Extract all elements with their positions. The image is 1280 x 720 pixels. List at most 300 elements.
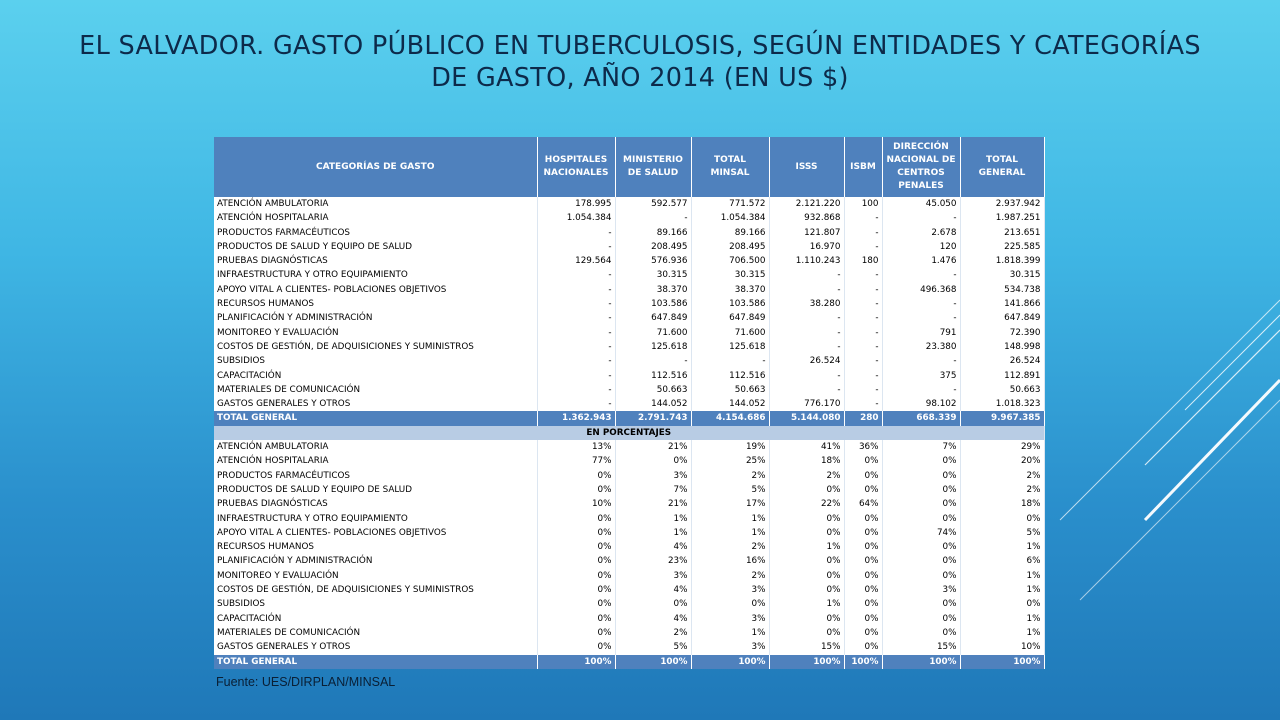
- value-cell: 100%: [615, 655, 691, 669]
- category-cell: RECURSOS HUMANOS: [214, 540, 537, 554]
- table-row: [214, 340, 1044, 354]
- value-cell: 0%: [537, 597, 615, 611]
- value-cell: 112.891: [960, 369, 1044, 383]
- value-cell: 280: [844, 411, 882, 425]
- value-cell: 0%: [844, 454, 882, 468]
- value-cell: 19%: [691, 440, 769, 454]
- category-cell: MATERIALES DE COMUNICACIÓN: [214, 626, 537, 640]
- value-cell: 112.516: [615, 369, 691, 383]
- value-cell: 0%: [882, 569, 960, 583]
- header-cell: ISBM: [844, 137, 882, 197]
- value-cell: 0%: [769, 526, 844, 540]
- value-cell: -: [882, 211, 960, 225]
- category-cell: INFRAESTRUCTURA Y OTRO EQUIPAMIENTO: [214, 268, 537, 282]
- value-cell: 1%: [960, 612, 1044, 626]
- category-cell: GASTOS GENERALES Y OTROS: [214, 397, 537, 411]
- header-cell: CATEGORÍAS DE GASTO: [214, 137, 537, 197]
- percent-row: [214, 554, 1044, 568]
- value-cell: 1%: [769, 597, 844, 611]
- value-cell: 144.052: [691, 397, 769, 411]
- value-cell: 141.866: [960, 297, 1044, 311]
- value-cell: 1%: [960, 626, 1044, 640]
- value-cell: 0%: [844, 554, 882, 568]
- value-cell: -: [844, 326, 882, 340]
- category-cell: CAPACITACIÓN: [214, 612, 537, 626]
- value-cell: 2.678: [882, 226, 960, 240]
- value-cell: -: [537, 268, 615, 282]
- header-cell: TOTAL MINSAL: [691, 137, 769, 197]
- source-note: Fuente: UES/DIRPLAN/MINSAL: [216, 675, 396, 689]
- value-cell: 18%: [960, 497, 1044, 511]
- value-cell: 0%: [960, 597, 1044, 611]
- table-row: [214, 326, 1044, 340]
- table-row: [214, 211, 1044, 225]
- deco-line-3: [1185, 315, 1280, 410]
- value-cell: 2.791.743: [615, 411, 691, 425]
- value-cell: -: [844, 283, 882, 297]
- value-cell: 25%: [691, 454, 769, 468]
- percent-row: [214, 526, 1044, 540]
- value-cell: -: [844, 397, 882, 411]
- table-row: [214, 297, 1044, 311]
- category-cell: CAPACITACIÓN: [214, 369, 537, 383]
- value-cell: 17%: [691, 497, 769, 511]
- value-cell: 0%: [844, 640, 882, 654]
- category-cell: COSTOS DE GESTIÓN, DE ADQUISICIONES Y SUMINISTROS: [214, 340, 537, 354]
- value-cell: -: [615, 211, 691, 225]
- value-cell: 144.052: [615, 397, 691, 411]
- value-cell: 77%: [537, 454, 615, 468]
- value-cell: 1%: [960, 569, 1044, 583]
- value-cell: 5%: [691, 483, 769, 497]
- value-cell: 1%: [769, 540, 844, 554]
- value-cell: 4%: [615, 612, 691, 626]
- value-cell: -: [882, 383, 960, 397]
- value-cell: 2%: [691, 540, 769, 554]
- value-cell: 71.600: [615, 326, 691, 340]
- category-cell: PLANIFICACIÓN Y ADMINISTRACIÓN: [214, 311, 537, 325]
- value-cell: 1.362.943: [537, 411, 615, 425]
- value-cell: 0%: [537, 554, 615, 568]
- value-cell: 0%: [882, 612, 960, 626]
- percent-row: [214, 612, 1044, 626]
- value-cell: 103.586: [691, 297, 769, 311]
- value-cell: -: [882, 354, 960, 368]
- value-cell: 125.618: [615, 340, 691, 354]
- value-cell: 36%: [844, 440, 882, 454]
- value-cell: -: [691, 354, 769, 368]
- value-cell: 2%: [615, 626, 691, 640]
- value-cell: 74%: [882, 526, 960, 540]
- value-cell: 50.663: [691, 383, 769, 397]
- deco-line-5: [1080, 400, 1280, 600]
- value-cell: 13%: [537, 440, 615, 454]
- value-cell: 932.868: [769, 211, 844, 225]
- category-cell: INFRAESTRUCTURA Y OTRO EQUIPAMIENTO: [214, 512, 537, 526]
- value-cell: 776.170: [769, 397, 844, 411]
- value-cell: 0%: [960, 512, 1044, 526]
- value-cell: 1%: [691, 526, 769, 540]
- value-cell: -: [844, 369, 882, 383]
- value-cell: 706.500: [691, 254, 769, 268]
- category-cell: PRODUCTOS FARMACÉUTICOS: [214, 469, 537, 483]
- value-cell: 0%: [882, 626, 960, 640]
- category-cell: RECURSOS HUMANOS: [214, 297, 537, 311]
- value-cell: -: [769, 268, 844, 282]
- value-cell: 7%: [882, 440, 960, 454]
- value-cell: 18%: [769, 454, 844, 468]
- value-cell: 0%: [844, 483, 882, 497]
- table-row: [214, 369, 1044, 383]
- value-cell: 4%: [615, 583, 691, 597]
- value-cell: -: [844, 383, 882, 397]
- value-cell: 30.315: [615, 268, 691, 282]
- value-cell: 121.807: [769, 226, 844, 240]
- value-cell: 0%: [769, 569, 844, 583]
- value-cell: 100: [844, 197, 882, 211]
- value-cell: 23.380: [882, 340, 960, 354]
- category-cell: ATENCIÓN AMBULATORIA: [214, 440, 537, 454]
- table-row: [214, 311, 1044, 325]
- value-cell: 1.987.251: [960, 211, 1044, 225]
- value-cell: -: [844, 340, 882, 354]
- value-cell: 375: [882, 369, 960, 383]
- value-cell: 100%: [537, 655, 615, 669]
- value-cell: 0%: [882, 512, 960, 526]
- value-cell: 1%: [615, 512, 691, 526]
- category-cell: SUBSIDIOS: [214, 354, 537, 368]
- value-cell: 26.524: [960, 354, 1044, 368]
- value-cell: -: [844, 211, 882, 225]
- category-cell: MATERIALES DE COMUNICACIÓN: [214, 383, 537, 397]
- value-cell: 180: [844, 254, 882, 268]
- value-cell: 38.370: [615, 283, 691, 297]
- header-cell: DIRECCIÓN NACIONAL DE CENTROS PENALES: [882, 137, 960, 197]
- value-cell: 3%: [691, 640, 769, 654]
- value-cell: 0%: [844, 540, 882, 554]
- value-cell: 647.849: [615, 311, 691, 325]
- value-cell: -: [844, 268, 882, 282]
- value-cell: 2%: [960, 469, 1044, 483]
- value-cell: -: [844, 240, 882, 254]
- category-cell: PRUEBAS DIAGNÓSTICAS: [214, 497, 537, 511]
- value-cell: 225.585: [960, 240, 1044, 254]
- value-cell: 15%: [882, 640, 960, 654]
- value-cell: 1.018.323: [960, 397, 1044, 411]
- value-cell: 41%: [769, 440, 844, 454]
- value-cell: 30.315: [691, 268, 769, 282]
- header-cell: MINISTERIO DE SALUD: [615, 137, 691, 197]
- value-cell: 592.577: [615, 197, 691, 211]
- value-cell: 0%: [844, 512, 882, 526]
- value-cell: -: [844, 226, 882, 240]
- percent-row: [214, 540, 1044, 554]
- category-cell: ATENCIÓN AMBULATORIA: [214, 197, 537, 211]
- value-cell: 5%: [960, 526, 1044, 540]
- percent-total-row: [214, 655, 1044, 669]
- value-cell: 0%: [537, 526, 615, 540]
- value-cell: -: [537, 354, 615, 368]
- value-cell: 0%: [844, 569, 882, 583]
- value-cell: 647.849: [960, 311, 1044, 325]
- value-cell: -: [537, 369, 615, 383]
- value-cell: 89.166: [691, 226, 769, 240]
- value-cell: 50.663: [615, 383, 691, 397]
- percent-row: [214, 454, 1044, 468]
- value-cell: 2%: [960, 483, 1044, 497]
- value-cell: 0%: [769, 512, 844, 526]
- value-cell: -: [882, 297, 960, 311]
- value-cell: 0%: [615, 597, 691, 611]
- category-cell: PRODUCTOS DE SALUD Y EQUIPO DE SALUD: [214, 240, 537, 254]
- value-cell: 20%: [960, 454, 1044, 468]
- value-cell: 0%: [691, 597, 769, 611]
- value-cell: 21%: [615, 440, 691, 454]
- value-cell: 5%: [615, 640, 691, 654]
- value-cell: 22%: [769, 497, 844, 511]
- value-cell: 29%: [960, 440, 1044, 454]
- value-cell: 0%: [882, 483, 960, 497]
- value-cell: -: [537, 297, 615, 311]
- value-cell: 3%: [615, 469, 691, 483]
- value-cell: 1.476: [882, 254, 960, 268]
- value-cell: 148.998: [960, 340, 1044, 354]
- value-cell: 10%: [960, 640, 1044, 654]
- value-cell: 3%: [615, 569, 691, 583]
- percent-row: [214, 440, 1044, 454]
- header-cell: HOSPITALES NACIONALES: [537, 137, 615, 197]
- value-cell: 0%: [537, 469, 615, 483]
- value-cell: 0%: [537, 583, 615, 597]
- value-cell: 89.166: [615, 226, 691, 240]
- value-cell: 3%: [691, 583, 769, 597]
- value-cell: 71.600: [691, 326, 769, 340]
- table-row: [214, 240, 1044, 254]
- value-cell: 23%: [615, 554, 691, 568]
- category-cell: MONITOREO Y EVALUACIÓN: [214, 569, 537, 583]
- value-cell: 72.390: [960, 326, 1044, 340]
- value-cell: 1%: [960, 583, 1044, 597]
- deco-line-4: [1145, 380, 1280, 520]
- value-cell: 7%: [615, 483, 691, 497]
- value-cell: 576.936: [615, 254, 691, 268]
- value-cell: 534.738: [960, 283, 1044, 297]
- slide-title: EL SALVADOR. GASTO PÚBLICO EN TUBERCULOSIS, SEGÚN ENTIDADES Y CATEGORÍAS DE GASTO, AÑO 2014 (EN US $): [79, 31, 1201, 93]
- value-cell: 0%: [537, 569, 615, 583]
- value-cell: 100%: [882, 655, 960, 669]
- value-cell: 45.050: [882, 197, 960, 211]
- value-cell: 0%: [844, 583, 882, 597]
- value-cell: 16%: [691, 554, 769, 568]
- category-cell: PRUEBAS DIAGNÓSTICAS: [214, 254, 537, 268]
- category-cell: ATENCIÓN HOSPITALARIA: [214, 211, 537, 225]
- value-cell: 0%: [844, 612, 882, 626]
- percent-band-row: [214, 426, 1044, 440]
- value-cell: 0%: [882, 454, 960, 468]
- deco-line-2: [1145, 330, 1280, 465]
- value-cell: -: [769, 369, 844, 383]
- value-cell: 1.054.384: [537, 211, 615, 225]
- value-cell: 1.110.243: [769, 254, 844, 268]
- value-cell: 0%: [882, 497, 960, 511]
- value-cell: 208.495: [691, 240, 769, 254]
- value-cell: 0%: [844, 469, 882, 483]
- value-cell: 0%: [537, 612, 615, 626]
- value-cell: 0%: [882, 469, 960, 483]
- value-cell: 15%: [769, 640, 844, 654]
- value-cell: 668.339: [882, 411, 960, 425]
- value-cell: 1%: [691, 512, 769, 526]
- percent-band-label: EN PORCENTAJES: [214, 426, 1044, 440]
- category-cell: ATENCIÓN HOSPITALARIA: [214, 454, 537, 468]
- table-row: [214, 268, 1044, 282]
- table-row: [214, 383, 1044, 397]
- value-cell: 103.586: [615, 297, 691, 311]
- value-cell: -: [882, 311, 960, 325]
- value-cell: 5.144.080: [769, 411, 844, 425]
- value-cell: 0%: [882, 554, 960, 568]
- value-cell: 129.564: [537, 254, 615, 268]
- value-cell: 2.121.220: [769, 197, 844, 211]
- table-row: [214, 397, 1044, 411]
- value-cell: 100%: [960, 655, 1044, 669]
- table-row: [214, 226, 1044, 240]
- value-cell: 1.054.384: [691, 211, 769, 225]
- category-cell: MONITOREO Y EVALUACIÓN: [214, 326, 537, 340]
- category-cell: TOTAL GENERAL: [214, 411, 537, 425]
- value-cell: -: [537, 240, 615, 254]
- value-cell: -: [882, 268, 960, 282]
- table-header-row: [214, 137, 1044, 197]
- header-cell: ISSS: [769, 137, 844, 197]
- value-cell: 64%: [844, 497, 882, 511]
- value-cell: 38.370: [691, 283, 769, 297]
- value-cell: 1.818.399: [960, 254, 1044, 268]
- value-cell: -: [615, 354, 691, 368]
- percent-row: [214, 512, 1044, 526]
- value-cell: 791: [882, 326, 960, 340]
- value-cell: 30.315: [960, 268, 1044, 282]
- value-cell: 0%: [537, 626, 615, 640]
- value-cell: 2%: [691, 569, 769, 583]
- value-cell: -: [537, 326, 615, 340]
- value-cell: 1%: [615, 526, 691, 540]
- table-row: [214, 354, 1044, 368]
- value-cell: 125.618: [691, 340, 769, 354]
- value-cell: 0%: [537, 640, 615, 654]
- value-cell: 98.102: [882, 397, 960, 411]
- percent-row: [214, 469, 1044, 483]
- value-cell: 771.572: [691, 197, 769, 211]
- value-cell: 0%: [769, 483, 844, 497]
- value-cell: 9.967.385: [960, 411, 1044, 425]
- percent-row: [214, 497, 1044, 511]
- value-cell: 38.280: [769, 297, 844, 311]
- expenditure-table: [214, 137, 1045, 669]
- value-cell: 0%: [615, 454, 691, 468]
- value-cell: 0%: [769, 583, 844, 597]
- value-cell: 16.970: [769, 240, 844, 254]
- category-cell: GASTOS GENERALES Y OTROS: [214, 640, 537, 654]
- value-cell: 178.995: [537, 197, 615, 211]
- percent-row: [214, 569, 1044, 583]
- value-cell: 208.495: [615, 240, 691, 254]
- value-cell: 0%: [844, 526, 882, 540]
- value-cell: 3%: [882, 583, 960, 597]
- percent-row: [214, 597, 1044, 611]
- category-cell: COSTOS DE GESTIÓN, DE ADQUISICIONES Y SUMINISTROS: [214, 583, 537, 597]
- category-cell: PRODUCTOS FARMACÉUTICOS: [214, 226, 537, 240]
- value-cell: 1%: [960, 540, 1044, 554]
- percent-row: [214, 640, 1044, 654]
- value-cell: 120: [882, 240, 960, 254]
- value-cell: 50.663: [960, 383, 1044, 397]
- table-body: [214, 197, 1044, 669]
- value-cell: -: [769, 311, 844, 325]
- value-cell: -: [537, 383, 615, 397]
- value-cell: 0%: [769, 554, 844, 568]
- value-cell: -: [769, 383, 844, 397]
- category-cell: TOTAL GENERAL: [214, 655, 537, 669]
- value-cell: -: [844, 354, 882, 368]
- percent-row: [214, 483, 1044, 497]
- value-cell: -: [844, 311, 882, 325]
- value-cell: -: [844, 297, 882, 311]
- deco-line-1: [1060, 300, 1280, 520]
- value-cell: -: [769, 326, 844, 340]
- value-cell: -: [537, 283, 615, 297]
- value-cell: -: [769, 283, 844, 297]
- table-row: [214, 254, 1044, 268]
- value-cell: 2%: [691, 469, 769, 483]
- table-row: [214, 283, 1044, 297]
- value-cell: 0%: [844, 597, 882, 611]
- value-cell: 0%: [537, 483, 615, 497]
- category-cell: SUBSIDIOS: [214, 597, 537, 611]
- value-cell: 0%: [882, 597, 960, 611]
- value-cell: 2%: [769, 469, 844, 483]
- value-cell: 4.154.686: [691, 411, 769, 425]
- value-cell: 0%: [537, 512, 615, 526]
- value-cell: 0%: [769, 612, 844, 626]
- total-row: [214, 411, 1044, 425]
- value-cell: -: [769, 340, 844, 354]
- header-cell: TOTAL GENERAL: [960, 137, 1044, 197]
- value-cell: 0%: [769, 626, 844, 640]
- value-cell: 0%: [882, 540, 960, 554]
- value-cell: 1%: [691, 626, 769, 640]
- value-cell: 21%: [615, 497, 691, 511]
- value-cell: 100%: [844, 655, 882, 669]
- category-cell: APOYO VITAL A CLIENTES- POBLACIONES OBJETIVOS: [214, 283, 537, 297]
- value-cell: 647.849: [691, 311, 769, 325]
- value-cell: 100%: [769, 655, 844, 669]
- percent-row: [214, 626, 1044, 640]
- category-cell: APOYO VITAL A CLIENTES- POBLACIONES OBJETIVOS: [214, 526, 537, 540]
- value-cell: 112.516: [691, 369, 769, 383]
- value-cell: 0%: [537, 540, 615, 554]
- value-cell: 6%: [960, 554, 1044, 568]
- value-cell: 4%: [615, 540, 691, 554]
- value-cell: -: [537, 340, 615, 354]
- value-cell: 2.937.942: [960, 197, 1044, 211]
- value-cell: -: [537, 311, 615, 325]
- value-cell: 0%: [844, 626, 882, 640]
- category-cell: PRODUCTOS DE SALUD Y EQUIPO DE SALUD: [214, 483, 537, 497]
- value-cell: 213.651: [960, 226, 1044, 240]
- value-cell: 3%: [691, 612, 769, 626]
- value-cell: 10%: [537, 497, 615, 511]
